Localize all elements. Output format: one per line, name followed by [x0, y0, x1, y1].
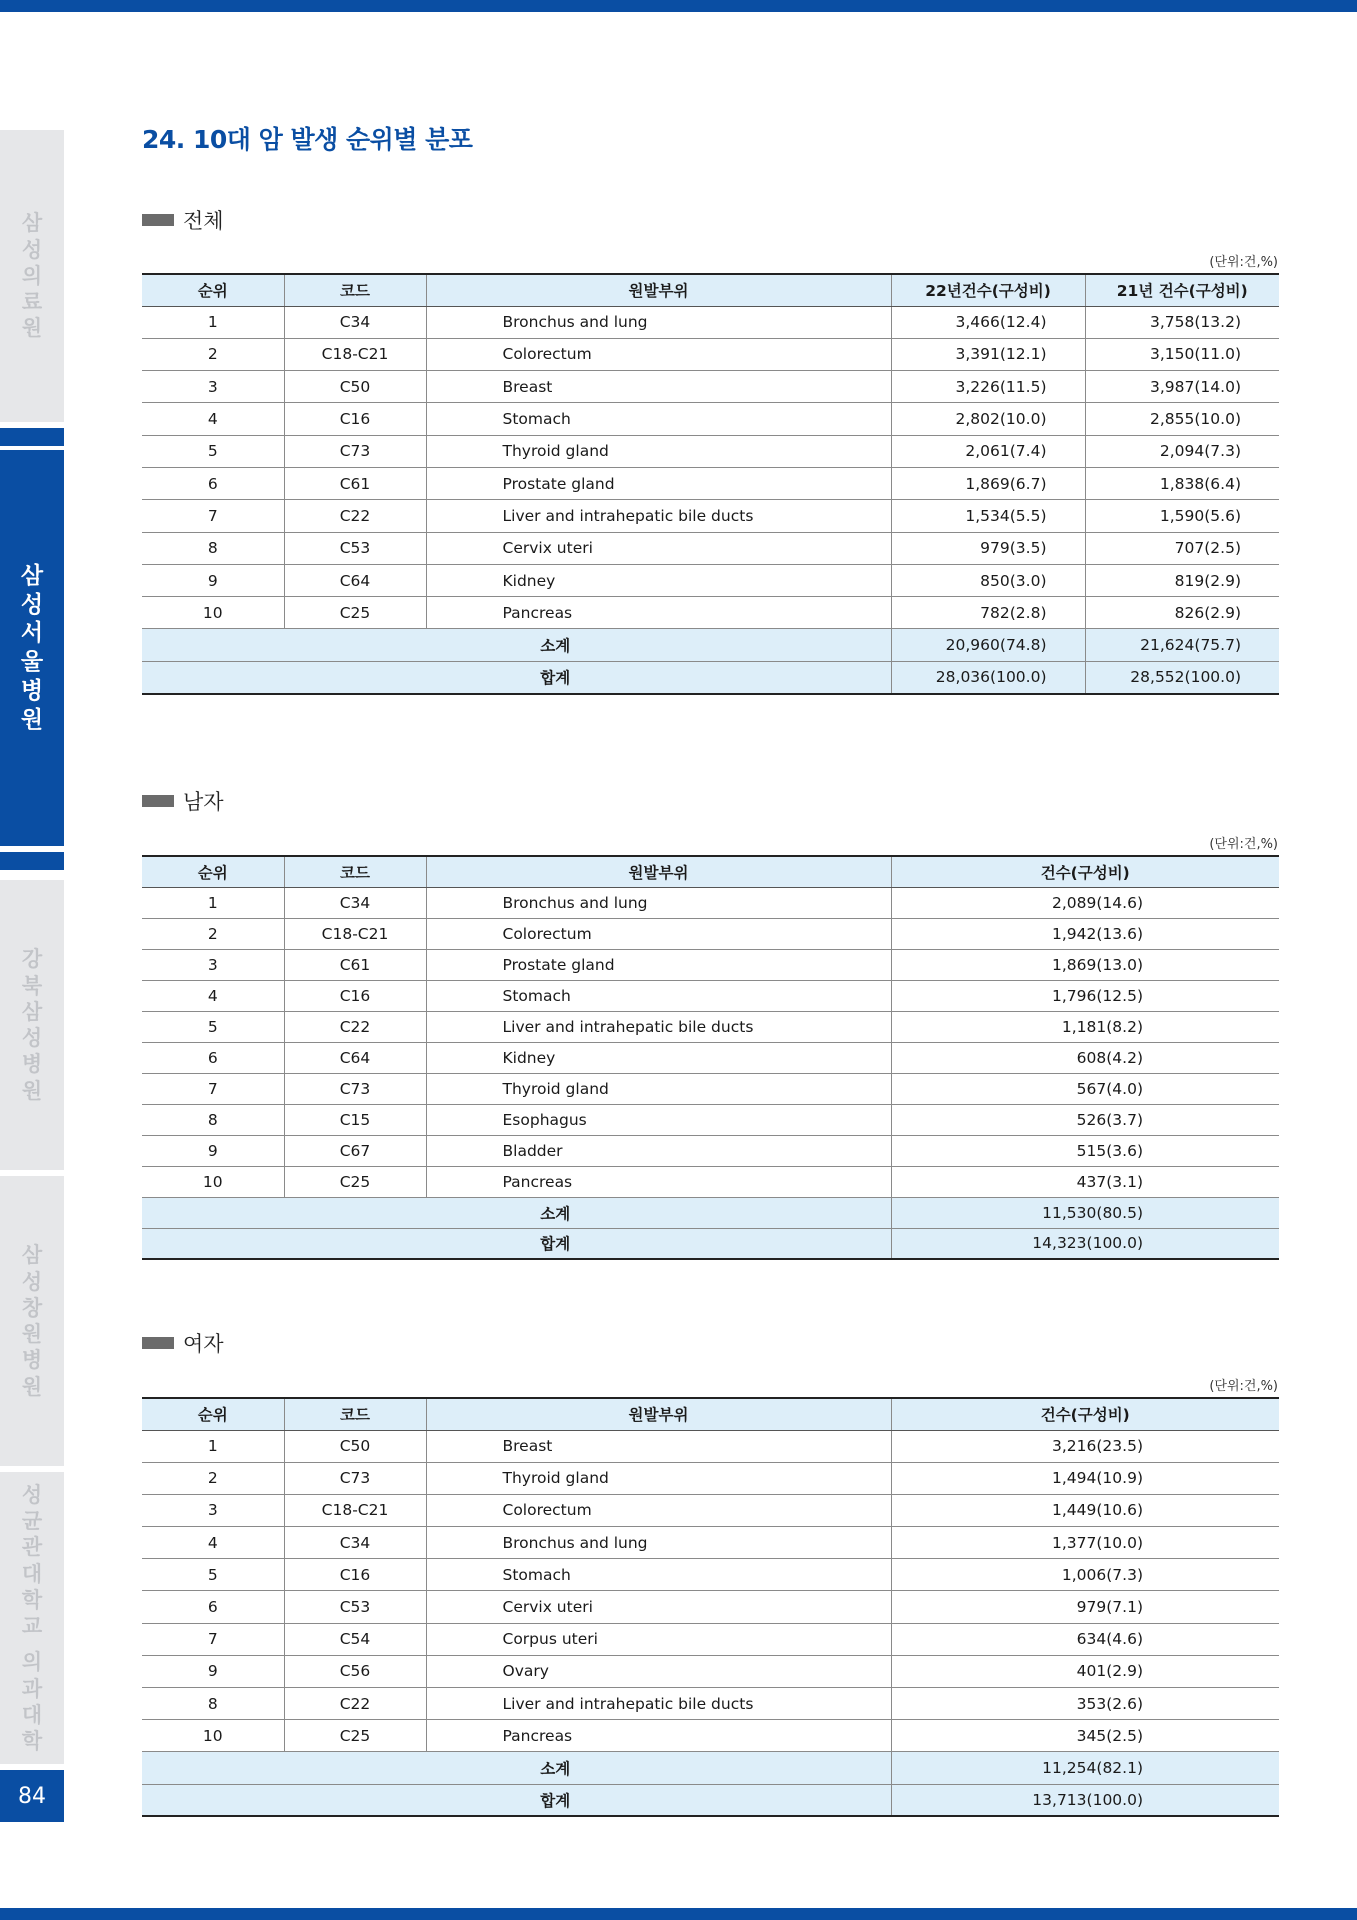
count-cell: 826(2.9)	[1085, 597, 1279, 629]
count-cell: 401(2.9)	[891, 1655, 1279, 1687]
site-cell: Cervix uteri	[426, 532, 891, 564]
rank-cell: 2	[142, 338, 284, 370]
column-header: 원발부위	[426, 1398, 891, 1430]
count-cell: 1,449(10.6)	[891, 1494, 1279, 1526]
rank-cell: 4	[142, 403, 284, 435]
code-cell: C50	[284, 1430, 426, 1462]
table-total	[142, 273, 1279, 695]
count-cell: 1,494(10.9)	[891, 1462, 1279, 1494]
site-cell: Stomach	[426, 980, 891, 1011]
code-cell: C73	[284, 435, 426, 467]
subtotal-row-value: 20,960(74.8)	[891, 629, 1085, 661]
count-cell: 437(3.1)	[891, 1166, 1279, 1197]
top-accent-bar	[0, 0, 1357, 12]
code-cell: C50	[284, 371, 426, 403]
section-heading-text: 여자	[183, 1332, 224, 1356]
total-row-label: 합계	[142, 661, 891, 693]
code-cell: C18-C21	[284, 1494, 426, 1526]
table-header-row	[142, 1398, 1279, 1430]
count-cell: 3,150(11.0)	[1085, 338, 1279, 370]
table-row	[142, 1688, 1279, 1720]
subtotal-row-label: 소계	[142, 629, 891, 661]
count-cell: 707(2.5)	[1085, 532, 1279, 564]
table-row	[142, 1462, 1279, 1494]
count-cell: 3,466(12.4)	[891, 306, 1085, 338]
rank-cell: 8	[142, 1688, 284, 1720]
table-row	[142, 435, 1279, 467]
count-cell: 1,869(13.0)	[891, 949, 1279, 980]
table-female	[142, 1397, 1279, 1817]
code-cell: C64	[284, 564, 426, 596]
section-heading-text: 전체	[183, 209, 224, 233]
subtotal-row	[142, 1752, 1279, 1784]
count-cell: 353(2.6)	[891, 1688, 1279, 1720]
table-header-row	[142, 856, 1279, 887]
count-cell: 1,590(5.6)	[1085, 500, 1279, 532]
sidebar-tab-label: 삼 성 창 원 병 원	[21, 1243, 43, 1399]
site-cell: Kidney	[426, 1042, 891, 1073]
subtotal-row-value: 11,530(80.5)	[891, 1197, 1279, 1228]
site-cell: Bladder	[426, 1135, 891, 1166]
rank-cell: 10	[142, 597, 284, 629]
rank-cell: 7	[142, 500, 284, 532]
table-row	[142, 532, 1279, 564]
code-cell: C16	[284, 980, 426, 1011]
count-cell: 567(4.0)	[891, 1073, 1279, 1104]
total-row-label: 합계	[142, 1784, 891, 1816]
site-cell: Liver and intrahepatic bile ducts	[426, 500, 891, 532]
count-cell: 782(2.8)	[891, 597, 1085, 629]
sidebar-band	[0, 852, 64, 870]
site-cell: Liver and intrahepatic bile ducts	[426, 1688, 891, 1720]
table-row	[142, 1166, 1279, 1197]
sidebar-tab-samsung-changwon-hospital[interactable]	[0, 1176, 64, 1466]
site-cell: Stomach	[426, 403, 891, 435]
table-row	[142, 500, 1279, 532]
rank-cell: 7	[142, 1623, 284, 1655]
rank-cell: 5	[142, 1011, 284, 1042]
table-row	[142, 597, 1279, 629]
site-cell: Kidney	[426, 564, 891, 596]
rank-cell: 5	[142, 435, 284, 467]
code-cell: C16	[284, 403, 426, 435]
column-header: 순위	[142, 1398, 284, 1430]
table-row	[142, 1623, 1279, 1655]
sidebar-tab-label: 삼 성 의 료 원	[21, 211, 43, 341]
rank-cell: 1	[142, 306, 284, 338]
rank-cell: 8	[142, 532, 284, 564]
column-header: 건수(구성비)	[891, 1398, 1279, 1430]
code-cell: C34	[284, 306, 426, 338]
rank-cell: 2	[142, 1462, 284, 1494]
rank-cell: 10	[142, 1720, 284, 1752]
code-cell: C34	[284, 1527, 426, 1559]
site-cell: Pancreas	[426, 1166, 891, 1197]
site-cell: Breast	[426, 1430, 891, 1462]
site-cell: Colorectum	[426, 918, 891, 949]
total-row-value: 28,036(100.0)	[891, 661, 1085, 693]
count-cell: 1,796(12.5)	[891, 980, 1279, 1011]
sidebar-band	[0, 428, 64, 446]
count-cell: 3,391(12.1)	[891, 338, 1085, 370]
site-cell: Thyroid gland	[426, 435, 891, 467]
count-cell: 3,758(13.2)	[1085, 306, 1279, 338]
table-row	[142, 1430, 1279, 1462]
count-cell: 819(2.9)	[1085, 564, 1279, 596]
section-marker	[142, 1337, 174, 1349]
subtotal-row	[142, 629, 1279, 661]
count-cell: 979(3.5)	[891, 532, 1085, 564]
rank-cell: 1	[142, 1430, 284, 1462]
table-row	[142, 403, 1279, 435]
table-row	[142, 980, 1279, 1011]
rank-cell: 6	[142, 1042, 284, 1073]
count-cell: 2,089(14.6)	[891, 887, 1279, 918]
rank-cell: 4	[142, 980, 284, 1011]
code-cell: C25	[284, 597, 426, 629]
column-header: 원발부위	[426, 856, 891, 887]
subtotal-row-value: 11,254(82.1)	[891, 1752, 1279, 1784]
rank-cell: 9	[142, 564, 284, 596]
total-row-value: 13,713(100.0)	[891, 1784, 1279, 1816]
sidebar-tab-samsung-medical-center[interactable]	[0, 130, 64, 422]
site-cell: Prostate gland	[426, 467, 891, 499]
rank-cell: 10	[142, 1166, 284, 1197]
sidebar-tab-label: 성 균 관 대 학 교 의 과 대 학	[21, 1482, 43, 1753]
rank-cell: 3	[142, 1494, 284, 1526]
site-cell: Pancreas	[426, 1720, 891, 1752]
code-cell: C61	[284, 467, 426, 499]
column-header: 원발부위	[426, 274, 891, 306]
subtotal-row-label: 소계	[142, 1752, 891, 1784]
column-header: 건수(구성비)	[891, 856, 1279, 887]
table-row	[142, 1073, 1279, 1104]
count-cell: 1,869(6.7)	[891, 467, 1085, 499]
site-cell: Cervix uteri	[426, 1591, 891, 1623]
count-cell: 3,216(23.5)	[891, 1430, 1279, 1462]
rank-cell: 2	[142, 918, 284, 949]
code-cell: C67	[284, 1135, 426, 1166]
sidebar-tab-label: 삼 성 서 울 병 원	[20, 562, 44, 733]
code-cell: C61	[284, 949, 426, 980]
table-row	[142, 1494, 1279, 1526]
code-cell: C73	[284, 1073, 426, 1104]
code-cell: C54	[284, 1623, 426, 1655]
table-row	[142, 949, 1279, 980]
count-cell: 1,181(8.2)	[891, 1011, 1279, 1042]
site-cell: Pancreas	[426, 597, 891, 629]
sidebar-tab-skku-medicine[interactable]	[0, 1472, 64, 1764]
count-cell: 2,802(10.0)	[891, 403, 1085, 435]
count-cell: 2,855(10.0)	[1085, 403, 1279, 435]
site-cell: Bronchus and lung	[426, 306, 891, 338]
site-cell: Colorectum	[426, 338, 891, 370]
table-header-row	[142, 274, 1279, 306]
section-marker	[142, 795, 174, 807]
rank-cell: 9	[142, 1135, 284, 1166]
site-cell: Bronchus and lung	[426, 1527, 891, 1559]
count-cell: 608(4.2)	[891, 1042, 1279, 1073]
code-cell: C25	[284, 1720, 426, 1752]
code-cell: C53	[284, 1591, 426, 1623]
count-cell: 1,534(5.5)	[891, 500, 1085, 532]
code-cell: C22	[284, 1011, 426, 1042]
section-marker	[142, 214, 174, 226]
section-heading-text: 남자	[183, 790, 224, 814]
count-cell: 2,094(7.3)	[1085, 435, 1279, 467]
table-row	[142, 1042, 1279, 1073]
table-row	[142, 1591, 1279, 1623]
table-row	[142, 1104, 1279, 1135]
site-cell: Corpus uteri	[426, 1623, 891, 1655]
column-header: 순위	[142, 856, 284, 887]
unit-label: (단위:건,%)	[1209, 837, 1278, 852]
column-header: 21년 건수(구성비)	[1085, 274, 1279, 306]
site-cell: Thyroid gland	[426, 1462, 891, 1494]
site-cell: Bronchus and lung	[426, 887, 891, 918]
code-cell: C16	[284, 1559, 426, 1591]
table-row	[142, 1011, 1279, 1042]
page-title: 24. 10대 암 발생 순위별 분포	[142, 125, 473, 154]
subtotal-row-label: 소계	[142, 1197, 891, 1228]
section-heading-total	[142, 205, 224, 235]
table-row	[142, 1720, 1279, 1752]
code-cell: C18-C21	[284, 338, 426, 370]
count-cell: 515(3.6)	[891, 1135, 1279, 1166]
table-row	[142, 918, 1279, 949]
site-cell: Breast	[426, 371, 891, 403]
site-cell: Thyroid gland	[426, 1073, 891, 1104]
rank-cell: 3	[142, 949, 284, 980]
total-row-label: 합계	[142, 1228, 891, 1259]
code-cell: C53	[284, 532, 426, 564]
site-cell: Colorectum	[426, 1494, 891, 1526]
count-cell: 345(2.5)	[891, 1720, 1279, 1752]
rank-cell: 5	[142, 1559, 284, 1591]
code-cell: C25	[284, 1166, 426, 1197]
count-cell: 634(4.6)	[891, 1623, 1279, 1655]
code-cell: C22	[284, 500, 426, 532]
code-cell: C34	[284, 887, 426, 918]
code-cell: C18-C21	[284, 918, 426, 949]
column-header: 순위	[142, 274, 284, 306]
code-cell: C56	[284, 1655, 426, 1687]
subtotal-row-value: 21,624(75.7)	[1085, 629, 1279, 661]
site-cell: Prostate gland	[426, 949, 891, 980]
site-cell: Stomach	[426, 1559, 891, 1591]
total-row	[142, 661, 1279, 693]
column-header: 22년건수(구성비)	[891, 274, 1085, 306]
code-cell: C64	[284, 1042, 426, 1073]
subtotal-row	[142, 1197, 1279, 1228]
column-header: 코드	[284, 1398, 426, 1430]
count-cell: 1,377(10.0)	[891, 1527, 1279, 1559]
code-cell: C22	[284, 1688, 426, 1720]
count-cell: 979(7.1)	[891, 1591, 1279, 1623]
sidebar-tab-kangbuk-samsung-hospital[interactable]	[0, 880, 64, 1170]
section-heading-female	[142, 1328, 224, 1358]
total-row	[142, 1228, 1279, 1259]
rank-cell: 3	[142, 371, 284, 403]
count-cell: 1,838(6.4)	[1085, 467, 1279, 499]
unit-label: (단위:건,%)	[1209, 1379, 1278, 1394]
rank-cell: 4	[142, 1527, 284, 1559]
table-row	[142, 564, 1279, 596]
rank-cell: 7	[142, 1073, 284, 1104]
table-row	[142, 1655, 1279, 1687]
rank-cell: 9	[142, 1655, 284, 1687]
sidebar-tab-label: 강 북 삼 성 병 원	[21, 947, 43, 1103]
total-row	[142, 1784, 1279, 1816]
table-row	[142, 306, 1279, 338]
rank-cell: 1	[142, 887, 284, 918]
count-cell: 1,942(13.6)	[891, 918, 1279, 949]
total-row-value: 28,552(100.0)	[1085, 661, 1279, 693]
total-row-value: 14,323(100.0)	[891, 1228, 1279, 1259]
site-cell: Liver and intrahepatic bile ducts	[426, 1011, 891, 1042]
site-cell: Esophagus	[426, 1104, 891, 1135]
table-row	[142, 1527, 1279, 1559]
rank-cell: 8	[142, 1104, 284, 1135]
count-cell: 2,061(7.4)	[891, 435, 1085, 467]
table-row	[142, 338, 1279, 370]
column-header: 코드	[284, 274, 426, 306]
count-cell: 850(3.0)	[891, 564, 1085, 596]
count-cell: 3,226(11.5)	[891, 371, 1085, 403]
table-row	[142, 371, 1279, 403]
rank-cell: 6	[142, 467, 284, 499]
bottom-accent-bar	[0, 1908, 1357, 1920]
count-cell: 1,006(7.3)	[891, 1559, 1279, 1591]
sidebar-tab-samsung-seoul-hospital[interactable]	[0, 450, 64, 846]
code-cell: C15	[284, 1104, 426, 1135]
table-row	[142, 467, 1279, 499]
table-row	[142, 1559, 1279, 1591]
table-male	[142, 855, 1279, 1260]
column-header: 코드	[284, 856, 426, 887]
table-row	[142, 887, 1279, 918]
code-cell: C73	[284, 1462, 426, 1494]
unit-label: (단위:건,%)	[1209, 255, 1278, 270]
count-cell: 526(3.7)	[891, 1104, 1279, 1135]
page-number: 84	[0, 1770, 64, 1822]
site-cell: Ovary	[426, 1655, 891, 1687]
table-row	[142, 1135, 1279, 1166]
count-cell: 3,987(14.0)	[1085, 371, 1279, 403]
rank-cell: 6	[142, 1591, 284, 1623]
section-heading-male	[142, 786, 224, 816]
